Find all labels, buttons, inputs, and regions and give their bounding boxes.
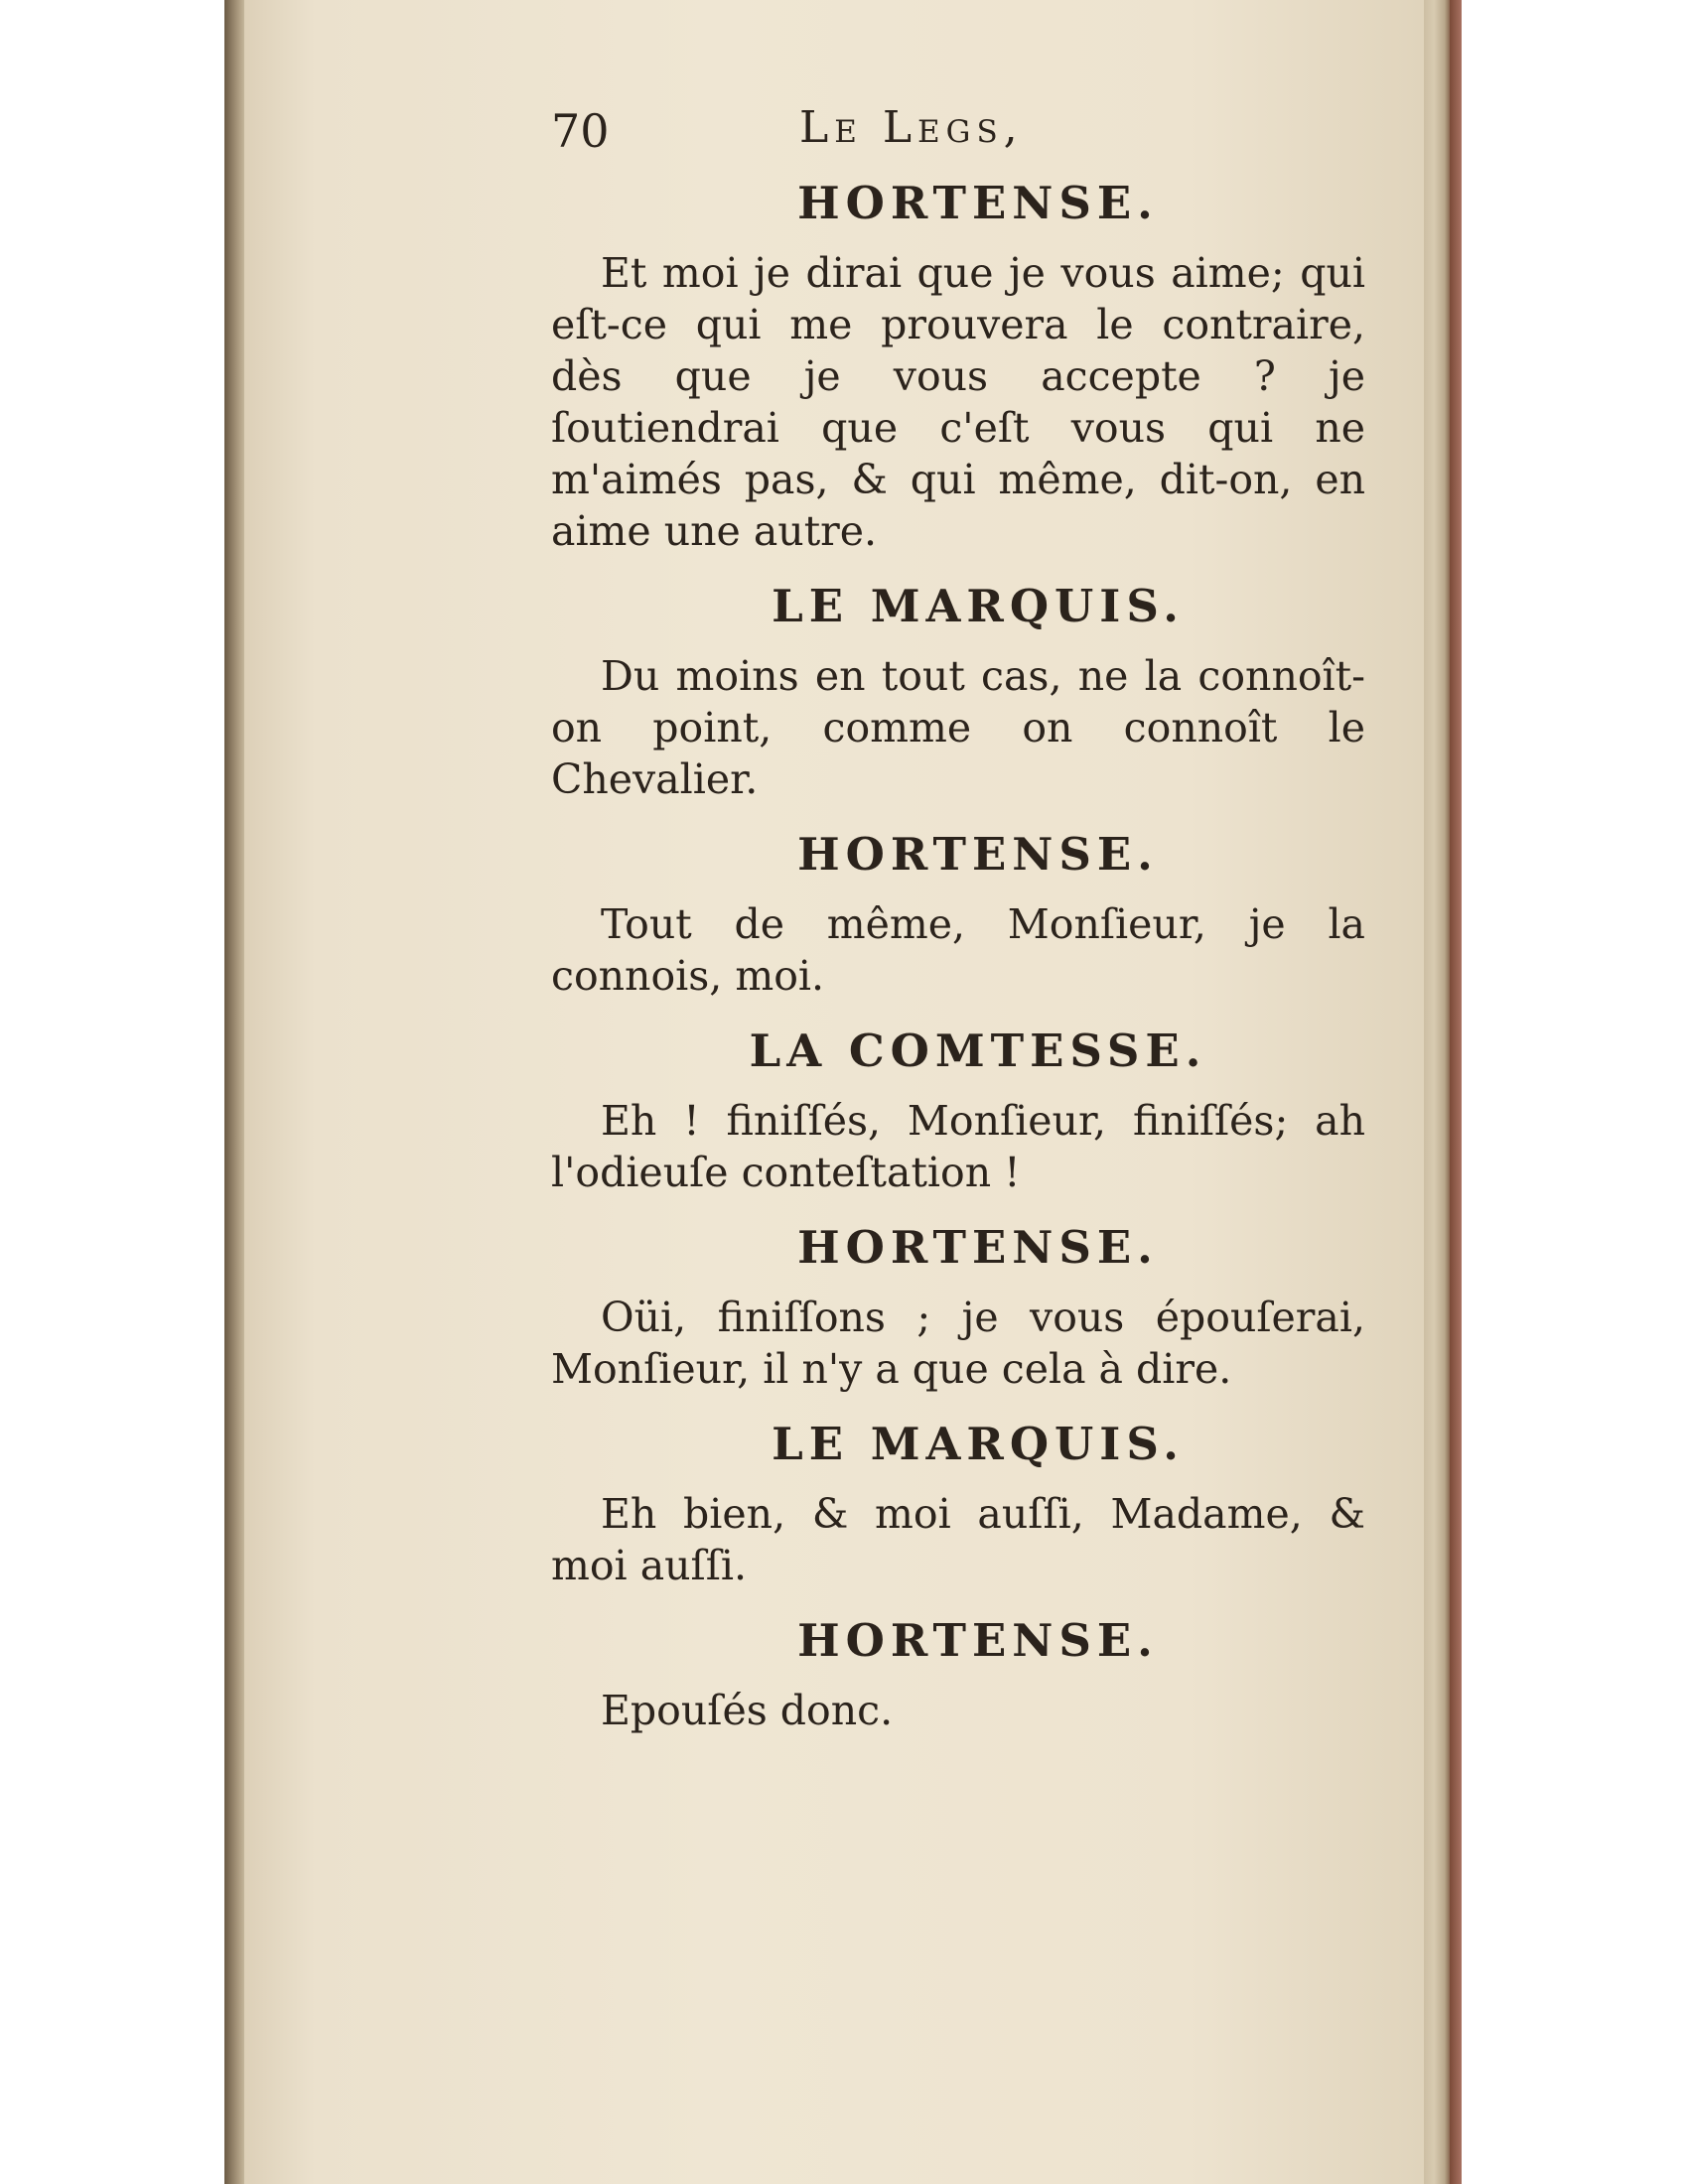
speech-text: Eh ! finiſſés, Monſieur, finiſſés; ah l'odieuſe conteſtation ! bbox=[551, 1097, 1365, 1196]
binding-edge-right bbox=[1450, 0, 1462, 2184]
running-title: Le Legs, bbox=[799, 102, 1024, 153]
binding-edge-left bbox=[224, 0, 246, 2184]
speaker-name: HORTENSE. bbox=[797, 828, 1159, 881]
page-text bbox=[551, 94, 1365, 1756]
speech-text: Et moi je dirai que je vous aime; qui eſt-ce qui me prouvera le contraire, dès que je vous accepte ? je ſoutiendrai que c'eſt vous qui ne m'aimés pas, & qui même, dit-on, en aime une autre. bbox=[551, 249, 1365, 555]
speech-text: Oüi, finiſſons ; je vous épouſerai, Monſieur, il n'y a que cela à dire. bbox=[551, 1294, 1365, 1393]
speaker-name: HORTENSE. bbox=[797, 1221, 1159, 1274]
speech-text: Du moins en tout cas, ne la connoît-on point, comme on connoît le Chevalier. bbox=[551, 652, 1365, 803]
running-head bbox=[551, 94, 1365, 174]
speaker-name: LE MARQUIS. bbox=[772, 580, 1185, 632]
speech-text: Eh bien, & moi auſſi, Madame, & moi auſſi. bbox=[551, 1490, 1365, 1589]
page-edge-right bbox=[1424, 0, 1450, 2184]
page-number: 70 bbox=[551, 104, 610, 158]
speech-text: Tout de même, Monſieur, je la connois, moi. bbox=[551, 900, 1365, 1000]
speech-text: Epouſés donc. bbox=[601, 1687, 894, 1734]
speaker-name: HORTENSE. bbox=[797, 1614, 1159, 1667]
speaker-name: LA COMTESSE. bbox=[749, 1024, 1207, 1077]
speaker-name: LE MARQUIS. bbox=[772, 1418, 1185, 1470]
speaker-name: HORTENSE. bbox=[797, 177, 1159, 229]
